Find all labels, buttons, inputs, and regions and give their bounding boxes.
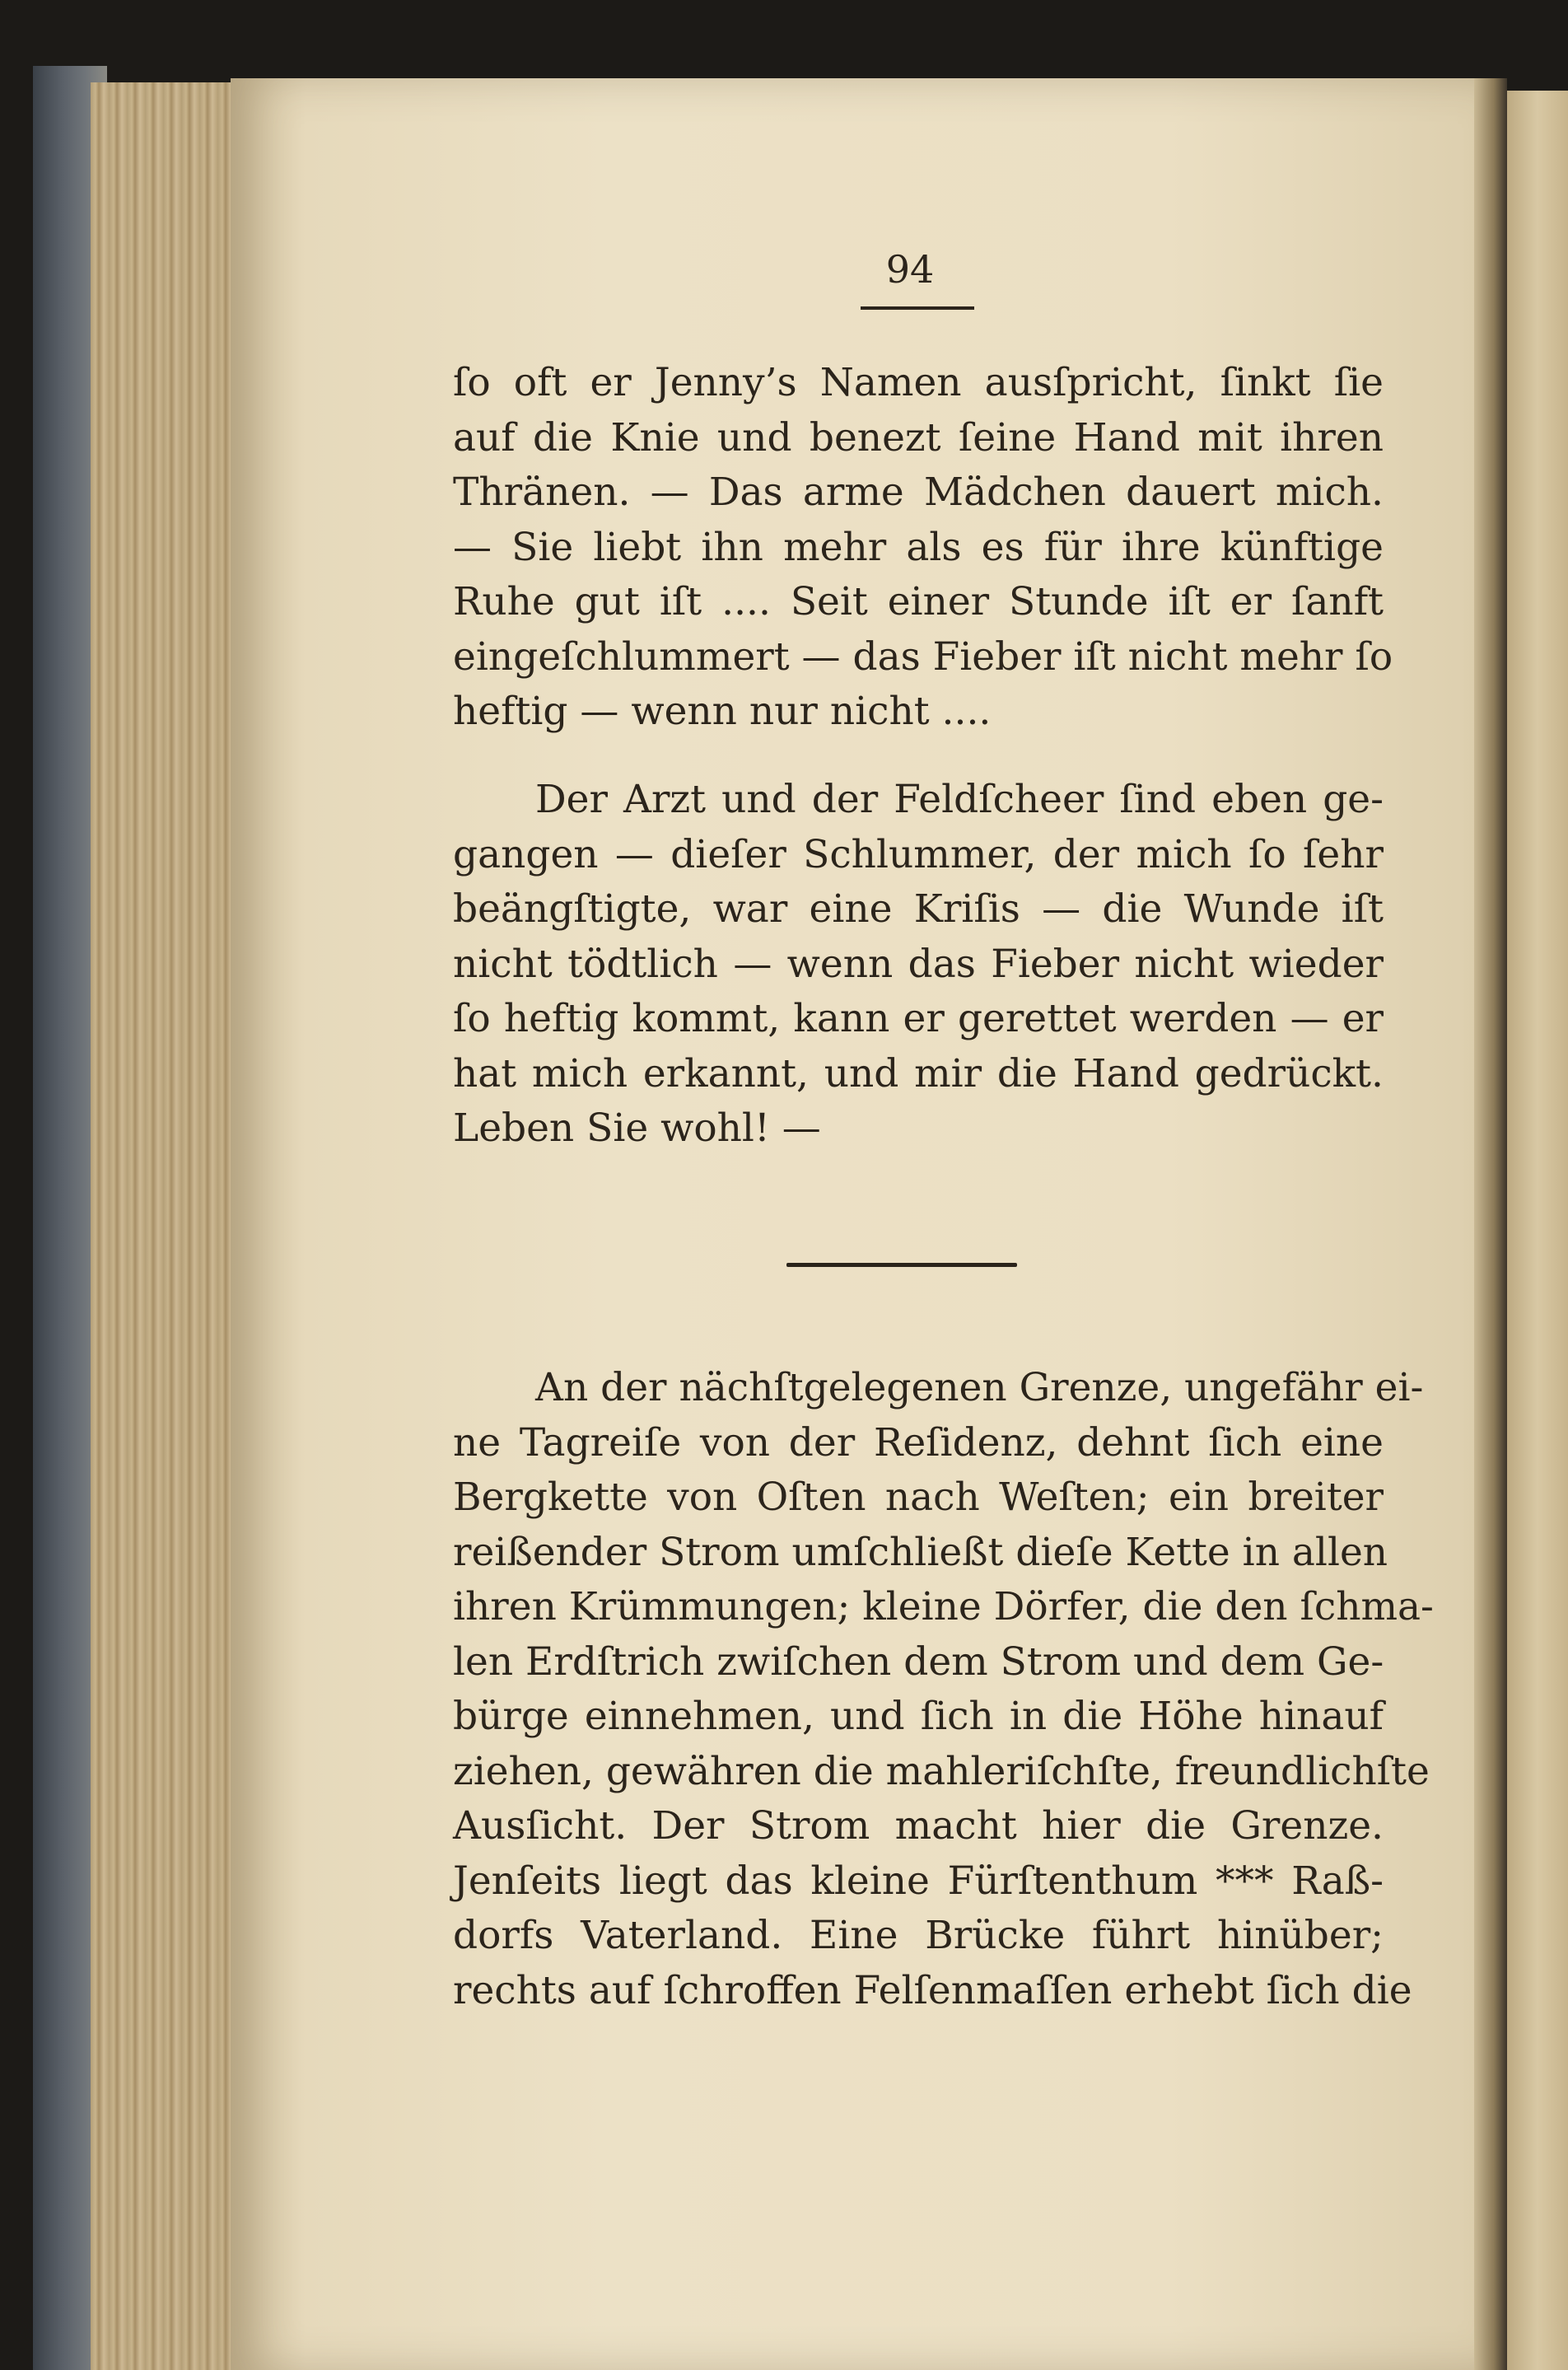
facing-page-edge	[1507, 91, 1568, 2370]
paragraph-2	[453, 773, 1384, 1157]
text-line: ziehen, gewähren die mahleriſchſte, freundlichſte	[453, 1748, 1430, 1794]
text-line: len Erdſtrich zwiſchen dem Strom und dem Ge-	[453, 1638, 1384, 1685]
text-line: ſo heftig kommt, kann er gerettet werden — er	[453, 996, 1384, 1041]
text-line: auf die Knie und benezt ſeine Hand mit ihren	[453, 414, 1384, 460]
text-line: rechts auf ſchroffen Felſenmaſſen erhebt ſich die	[453, 1967, 1412, 2013]
text-line: ihren Krümmungen; kleine Dörfer, die den ſchma-	[453, 1584, 1434, 1629]
book-gutter	[1474, 78, 1507, 2370]
text-line: gangen — dieſer Schlummer, der mich ſo ſehr	[453, 831, 1384, 877]
text-line: Leben Sie wohl! —	[453, 1106, 821, 1151]
text-line: heftig — wenn nur nicht ....	[453, 689, 992, 734]
text-line: reißender Strom umſchließt dieſe Kette in allen	[453, 1529, 1388, 1575]
text-line: ne Tagreiſe von der Reſidenz, dehnt ſich eine	[453, 1419, 1384, 1465]
text-line: bürge einnehmen, und ſich in die Höhe hinauf	[453, 1694, 1384, 1739]
page-number: 94	[885, 247, 935, 292]
text-line: Der Arzt und der Feldſcheer ſind eben ge-	[535, 777, 1384, 822]
text-line: ſo oft er Jenny’s Namen ausſpricht, ſinkt ſie	[453, 360, 1384, 405]
text-line: Ruhe gut iſt .... Seit einer Stunde iſt er ſanft	[453, 579, 1384, 624]
text-line: dorfs Vaterland. Eine Brücke führt hinüber;	[453, 1913, 1384, 1958]
page-number-underline	[861, 306, 974, 310]
text-line: nicht tödtlich — wenn das Fieber nicht wieder	[453, 941, 1384, 987]
text-line: An der nächſtgelegenen Grenze, ungefähr ei-	[535, 1365, 1424, 1410]
text-line: Jenſeits liegt das kleine Fürſtenthum *** Raß-	[453, 1858, 1384, 1904]
text-line: Thränen. — Das arme Mädchen dauert mich.	[453, 470, 1384, 515]
text-line: — Sie liebt ihn mehr als es für ihre künftige	[453, 524, 1384, 570]
text-line: Ausſicht. Der Strom macht hier die Grenze.	[453, 1803, 1384, 1849]
page-stack-edges	[91, 82, 247, 2370]
text-line: hat mich erkannt, und mir die Hand gedrückt.	[453, 1050, 1384, 1096]
text-line: beängſtigte, war eine Kriſis — die Wunde iſt	[453, 886, 1384, 932]
paragraph-3	[453, 1361, 1434, 2018]
text-line: eingeſchlummert — das Fieber iſt nicht mehr ſo	[453, 633, 1393, 680]
paragraph-1	[453, 356, 1393, 740]
text-line: Bergkette von Oſten nach Weſten; ein breiter	[453, 1475, 1384, 1520]
section-separator-rule	[786, 1263, 1017, 1267]
